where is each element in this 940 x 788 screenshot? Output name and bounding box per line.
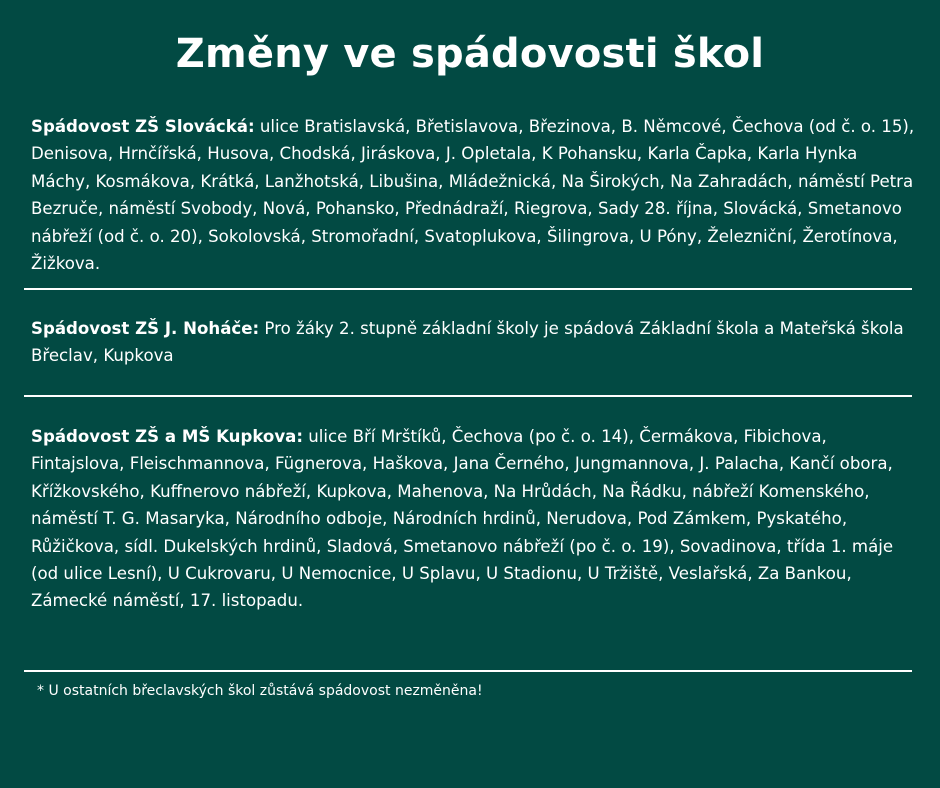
page-title: Změny ve spádovosti škol (175, 31, 765, 77)
section-zs-slovacka (31, 113, 919, 277)
section-text: Pro žáky 2. stupně základní školy je spádová Základní škola a Mateřská škola Břeclav, Kupkova (31, 319, 904, 366)
section-label: Spádovost ZŠ J. Noháče: (31, 319, 260, 338)
section-zs-ms-kupkova (31, 423, 919, 615)
section-label: Spádovost ZŠ Slovácká: (31, 117, 255, 136)
section-text: ulice Bratislavská, Břetislavova, Březinova, B. Němcové, Čechova (od č. o. 15), Denisova, Hrnčířská, Husova, Chodská, Jiráskova, J. Opletala, K Pohansku, Karla Čapka, Karla Hynka Máchy, Kosmákova, Krátká, Lanžhotská, Libušina, Mládežnická, Na Širokých, Na Zahradách, náměstí Petra Bezruče, náměstí Svobody, Nová, Pohansko, Přednádraží, Riegrova, Sady 28. října, Slovácká, Smetanovo nábřeží (od č. o. 20), Sokolovská, Stromořadní, Svatoplukova, Šilingrova, U Póny, Železniční, Žerotínova, Žižkova. (31, 117, 915, 274)
divider (24, 288, 912, 290)
section-label: Spádovost ZŠ a MŠ Kupkova: (31, 427, 303, 446)
divider (24, 395, 912, 397)
divider (24, 670, 912, 672)
section-text: ulice Bří Mrštíků, Čechova (po č. o. 14), Čermákova, Fibichova, Fintajslova, Fleischmannova, Fügnerova, Haškova, Jana Černého, Jungmannova, J. Palacha, Kančí obora, Křížkovského, Kuffnerovo nábřeží, Kupkova, Mahenova, Na Hrůdách, Na Řádku, nábřeží Komenského, náměstí T. G. Masaryka, Národního odboje, Národních hrdinů, Nerudova, Pod Zámkem, Pyskatého, Růžičkova, sídl. Dukelských hrdinů, Sladová, Smetanovo nábřeží (po č. o. 19), Sovadinova, třída 1. máje (od ulice Lesní), U Cukrovaru, U Nemocnice, U Splavu, U Stadionu, U Tržiště, Veslařská, Za Bankou, Zámecké náměstí, 17. listopadu. (31, 427, 894, 611)
footnote: * U ostatních břeclavských škol zůstává spádovost nezměněna! (37, 683, 483, 699)
section-zs-nohace (31, 315, 919, 370)
